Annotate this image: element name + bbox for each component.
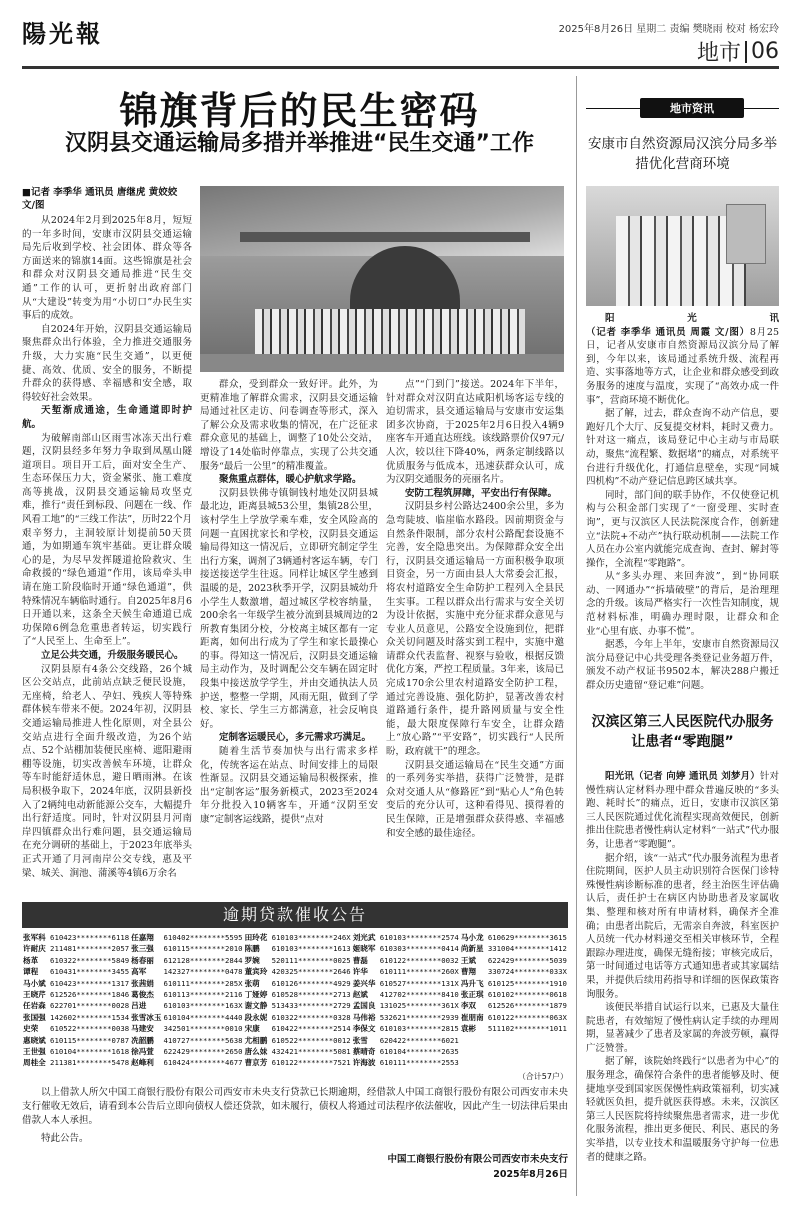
page-label — [697, 36, 779, 67]
borrower-name: 马伟裕 — [352, 1012, 376, 1022]
paragraph-text: 群众，受到群众一致好评。此外，为更精准地了解群众需求，汉阴县交通运输局通过社区走访、问卷调查等形式，深入了解公众及需求收集的情况，在广泛征求群众意见的基础上，调整了10处公交站，增设了14处临时停靠点，实现了公共交通服务“最后一公里”的精准覆盖。 — [200, 379, 378, 472]
borrower-name: 尚新星 — [460, 944, 484, 954]
paragraph — [586, 770, 779, 852]
section-subhead — [200, 473, 378, 487]
borrower-id: 610522********0038 — [50, 1024, 130, 1034]
borrower-id: 342501********0010 — [163, 1024, 243, 1034]
divider — [745, 41, 747, 63]
sidebar-photo — [586, 186, 779, 306]
paragraph-text: 定制客运暖民心，多元需求巧满足。 — [219, 732, 372, 744]
article-byline: ■记者 李季华 通讯员 唐继虎 黄姣姣 文/图 — [22, 187, 178, 211]
story-lead: 阳光讯 — [605, 313, 779, 324]
paragraph-text: 汉阴县交通运输局在“民生交通”方面的一系列务实举措，获得广泛赞誉，是群众对交通人从“修路匠”到“贴心人”角色转变后的充分认可，这种看得见、摸得着的民生保障，正是增强群众获得感、幸福感和安全感的最佳途径。 — [386, 759, 564, 839]
paragraph — [586, 638, 779, 692]
paragraph-text: 据了解，过去，群众查询不动产信息，要跑好几个大厅、反复提交材料，耗时又费力。针对这一痛点，该局登记中心主动与市局联动，聚焦“流程繁、数据堵”的痛点，对系统平台进行升级优化，打通信息壁垒，实现“同城四机构”不动产登记信息跨区域共享。 — [586, 408, 779, 488]
borrower-name: 张正琪 — [460, 990, 484, 1000]
paragraph — [22, 214, 192, 323]
section-subhead — [22, 649, 192, 663]
borrower-name — [460, 1046, 487, 1057]
article-subheadline: 汉阴县交通运输局多措并举推进“民生交通”工作 — [65, 131, 534, 156]
borrower-name: 蔡晴奇 — [352, 1047, 376, 1057]
borrower-name: 姜兴华 — [352, 978, 376, 988]
borrower-id: 432421********5081 — [271, 1047, 351, 1057]
borrower-id: 610423********6118 — [50, 933, 130, 942]
table-row — [22, 1023, 568, 1034]
paragraph — [586, 407, 779, 489]
borrower-id: 610122********0032 — [379, 955, 459, 965]
paragraph-text: 从“多头办理、来回奔波”，到“协同联动、一网通办”“拆墙破壁”的背后，是治理理念的升级。该局严格实行一次性告知制度，规范材料标准，明确办理时限，让群众和企业“心里有底、办事不慌”。 — [586, 571, 779, 637]
borrower-id: 610103********163X — [163, 1001, 243, 1011]
paragraph — [22, 323, 192, 405]
borrower-id: 410727********5638 — [163, 1035, 243, 1045]
borrower-name: 段永妮 — [244, 1012, 268, 1022]
borrower-name: 曹翔 — [460, 967, 477, 977]
paragraph — [22, 663, 192, 881]
borrower-name: 葛俊杰 — [131, 990, 154, 1000]
borrower-id: 622429********2650 — [163, 1047, 243, 1057]
borrower-name: 唐么妹 — [244, 1047, 268, 1057]
section-subhead — [22, 404, 192, 431]
notice-signature — [22, 1152, 568, 1182]
table-row — [22, 1000, 568, 1011]
borrower-name: 宋康 — [244, 1024, 260, 1034]
sidebar-story-1 — [586, 312, 779, 694]
borrower-id — [487, 1057, 568, 1068]
borrower-name: 张国强 — [23, 1012, 46, 1022]
borrower-name: 许华 — [352, 967, 368, 977]
photo-banner — [240, 232, 530, 242]
paragraph-text: 立足公共交通，升级服务暖民心。 — [41, 650, 184, 661]
borrower-id: 612128********2844 — [163, 955, 243, 965]
table-row — [22, 1012, 568, 1023]
borrower-id: 610122********7521 — [271, 1058, 351, 1068]
paragraph-text: 天堑渐成通途，生命通道即时护航。 — [22, 405, 192, 430]
borrower-name: 张军科 — [23, 933, 46, 942]
story-credit: （记者 向婷 通讯员 刘梦月） — [633, 771, 760, 782]
borrower-id: 331004********1412 — [487, 944, 567, 954]
paragraph-text: 汉阴县乡村公路达2400余公里，多为急弯陡坡、临崖临水路段。因前期资金与自然条件限制，部分农村公路配套设施不完善，安全隐患突出。为保障群众安全出行，汉阴县交通运输局一方面积极争取项目资金，另一方面由县人大常委会汇报，将农村道路安全生命防护工程列入全县民生实事。工程以群众出行需求与安全关切为设计依据，实施中充分征求群众意见与专业人员意见，公路安全设施到位，把群众关切问题及时落实到工程中，实施中邀请群众代表监督、视察与验收，根据反馈优化方案，严控工程质量。3年来，该局已完成170余公里农村道路安全防护工程，通过完善设施、强化防护，显著改善农村道路通行条件，提升路网质量与安全性能，最大限度保障行车安全，让群众踏上“放心路”“平安路”，切实践行“人民所盼，政府就干”的理念。 — [386, 501, 564, 758]
borrower-name: 谢文静 — [244, 1001, 268, 1011]
borrower-name: 赵斌 — [352, 990, 368, 1000]
sidebar-tag: 地市资讯 — [640, 98, 744, 118]
borrower-name: 王世强 — [23, 1047, 46, 1057]
borrower-id — [487, 1046, 568, 1057]
paragraph — [22, 432, 192, 650]
borrower-name: 赵峰利 — [131, 1058, 154, 1068]
paragraph — [200, 745, 378, 827]
borrower-name: 姬晓军 — [352, 944, 376, 954]
borrower-id: 610103********1613 — [271, 944, 351, 954]
paragraph-text: 汉阴县铁佛寺镇铜钱村地处汉阴县城最北边，距离县城53公里，集镇28公里，该村学生上学放学乘车难，安全风险高的问题一直困扰家长和学校，汉阴县交通运输局得知这一情况后，立即研究制定学生出行方案，调剂了3辆通村客运车辆，专门接送接送学生往返。同样让城区学生感到温暖的是，2023秋季开学，汉阴县城幼升小学生人数激增，超过城区学校容纳量，200余名一年级学生被分流到县城周边的2所教育集团分校，分校离主城区都有一定距离，如何出行成为了学生和家长最操心的事。得知这一情况后，汉阴县交通运输局主动作为，及时调配公交车辆在固定时段集中接送放学学生，并由交通执法人员护送，整整一学期，风雨无阻，做到了学校、家长、学生三方都满意，社会反响良好。 — [200, 487, 378, 730]
sidebar-headline-2: 汉滨区第三人民医院代办服务让患者“零跑腿” — [591, 714, 774, 750]
borrower-name: 董宾玲 — [244, 967, 268, 977]
paragraph-text: 从2024年2月到2025年8月，短短的一年多时间，安康市汉阴县交通运输局先后收到学校、社会团体、群众等各方面送来的锦旗14面。这些锦旗是社会和群众对汉阴县交通局推进“民生交通”工作的认可，更折射出政府部门从“大建设”转变为用“小切口”办民生实事后的成效。 — [22, 215, 192, 322]
table-row — [22, 943, 568, 954]
borrower-name: 罗婉 — [244, 955, 260, 965]
paragraph-text: 汉阴县原有4条公交线路，26个城区公交站点，此前站点缺乏便民设施，无座椅，给老人、孕妇、残疾人等特殊群体候车带来不便。2024年初，汉阴县交通运输局推进人性化原则，对全县公交站点进行全面升级改造，为26个站点、52个站棚加装便民座椅、遮阳避雨棚等设施，切实改善候车环境，让群众等车时能舒适休息，避日晒雨淋。在该局积极争取下，2024年底，汉阴县新投入了2辆纯电动新能源公交车，大幅提升出行舒适度。同时，针对汉阴县月河南岸四镇群众出行难问题，县交通运输局在充分调研的基础上，于2023年底举头正式开通了月河南岸公交专线，惠及平梁、城关、涧池、蒲溪等4镇6万余名 — [22, 663, 192, 879]
borrower-id: 211481********2057 — [50, 944, 130, 954]
paragraph — [586, 312, 779, 407]
borrower-id: 610111********260X — [379, 967, 459, 977]
borrower-name: 徐冯萱 — [131, 1047, 154, 1057]
paragraph-text: 同时，部门间的联手协作，不仅使登记机构与公积金部门实现了“一窗受理、实时查询”，更与汉滨区人民法院深度合作，创新建立“法院+不动产”执行联动机制——法院工作人员在办公室内就能完成查询、查封、解封等操作，全流程“零跑路”。 — [586, 489, 779, 569]
borrower-name: 任嘉翔 — [131, 933, 154, 942]
borrower-id: 610527********131X — [379, 978, 459, 988]
borrower-name: 曹磊 — [352, 955, 368, 965]
borrower-id: 610115********2010 — [163, 944, 243, 954]
borrower-id: 610115********0787 — [50, 1035, 130, 1045]
borrower-id: 610402********5595 — [163, 933, 243, 942]
borrower-id: 513433********2729 — [271, 1001, 351, 1011]
table-row — [22, 955, 568, 966]
borrower-name: 谭程 — [23, 967, 39, 977]
table-row — [22, 966, 568, 977]
section-subhead — [200, 731, 378, 745]
borrower-name: 李保文 — [352, 1024, 376, 1034]
paragraph — [586, 570, 779, 638]
borrower-name: 许海波 — [352, 1058, 376, 1068]
paragraph — [586, 489, 779, 571]
paragraph — [586, 1001, 779, 1055]
notice-table — [22, 932, 568, 1069]
sidebar-story-2 — [586, 770, 779, 1200]
borrower-name: 张雪冰玉 — [131, 1012, 162, 1022]
paragraph-text: 该便民举措自试运行以来，已惠及大量住院患者，有效缩短了慢性病认定手续的办理周期，显著减少了患者及家属的奔波劳顿，赢得广泛赞誉。 — [586, 1002, 779, 1054]
borrower-id: 610103********246X — [271, 933, 351, 942]
borrower-name: 孟国良 — [352, 1001, 376, 1011]
borrower-id: 610113********2116 — [163, 990, 243, 1000]
borrower-name: 杨春丽 — [131, 955, 154, 965]
borrower-id: 610422********2514 — [271, 1024, 351, 1034]
borrower-name — [460, 1057, 487, 1068]
section-name: 地市 — [696, 41, 741, 66]
borrower-id: 610104********2635 — [379, 1047, 459, 1057]
page-number: 06 — [751, 39, 779, 64]
borrower-id: 610111********2553 — [379, 1058, 459, 1068]
borrower-name: 吕进 — [131, 1001, 147, 1011]
borrower-name: 张雪 — [352, 1035, 368, 1045]
paragraph — [386, 759, 564, 841]
borrower-id: 610103********2574 — [379, 933, 459, 942]
borrower-name: 张三强 — [131, 944, 154, 954]
dateline: 2025年8月26日 星期二 责编 樊晓雨 校对 杨宏玲 — [558, 24, 779, 35]
article-photo — [200, 186, 564, 372]
borrower-name: 陈鹏 — [244, 944, 260, 954]
borrower-name: 田玲花 — [244, 933, 268, 942]
borrower-name: 尤相鹏 — [244, 1035, 268, 1045]
borrower-name: 马小斌 — [23, 978, 46, 988]
borrower-id: 131025********361X — [379, 1001, 459, 1011]
top-rule — [22, 66, 779, 69]
notice-title: 逾期贷款催收公告 — [22, 902, 568, 928]
borrower-id: 142602********1534 — [50, 1012, 130, 1022]
borrower-id: 610122********063X — [487, 1012, 567, 1022]
paragraph — [200, 378, 378, 473]
borrower-name: 许耐庆 — [23, 944, 46, 954]
borrower-id: 610102********0618 — [487, 990, 567, 1000]
paragraph — [200, 487, 378, 732]
borrower-id: 142327********0478 — [163, 967, 243, 977]
table-row — [22, 978, 568, 989]
paragraph — [386, 500, 564, 758]
borrower-name: 曹京芳 — [244, 1058, 268, 1068]
borrower-id: 612526********1879 — [487, 1001, 567, 1011]
borrower-id: 610111********285X — [163, 978, 243, 988]
borrower-name: 冼韶鹏 — [131, 1035, 154, 1045]
notice-date: 2025年8月26日 — [493, 1168, 568, 1180]
borrower-id: 610423********1317 — [50, 978, 130, 988]
borrower-id: 520111********0025 — [271, 955, 351, 965]
borrower-id: 610103********2815 — [379, 1024, 459, 1034]
borrower-name — [460, 1035, 487, 1046]
paragraph-text: 针对慢性病认定材料办理中群众普遍反映的“多头跑、耗时长”的痛点，近日，安康市汉滨区第三人民医院通过优化流程实现高效便民，创新推出住院患者慢性病认定材料“一站式”代办服务，让患者“零跑腿”。 — [586, 771, 779, 850]
article-headline: 锦旗背后的民生密码 — [119, 89, 480, 133]
borrower-name: 马小龙 — [460, 933, 484, 942]
borrower-id: 610528********2713 — [271, 990, 351, 1000]
borrower-id: 610629********3615 — [487, 933, 567, 942]
loan-notice — [22, 902, 568, 1197]
borrower-id: 610322********0328 — [271, 1012, 351, 1022]
paragraph-text: 安防工程筑屏障，平安出行有保障。 — [405, 487, 558, 499]
newspaper-logo: 陽光報 — [22, 19, 103, 48]
paragraph-text: 为破解南部山区雨雪冰冻天出行难题，汉阴县经多年努力争取到凤凰山隧道项目。项目开工后，面对安全生产、生态环保压力大，资金紧张、施工难度高等挑战，汉阴县交通运输局攻坚克难，推行“责任到标段、问题在一线、作风看工地”的“三线工作法”，历时22个月艰辛努力，主洞较原计划提前50天贯通，为如期通车筑牢基础。更让群众暖心的是，为尽早发挥隧道抢险救灾、生命救援的“绿色通道”作用，该局牵头申请在施工阶段临时开通“绿色通道”，供特殊情况车辆临时通行。自2025年8月6日开通以来，这条全天候生命通道已成功保障6例急危重患者转运，切实践行了“人民至上、生命至上”。 — [22, 432, 192, 648]
borrower-name: 任岩森 — [23, 1001, 46, 1011]
paragraph-text: 据悉，今年上半年，安康市自然资源局汉滨分局登记中心共受理各类登记业务超万件，颁发不动产权证书9502本，解决288户搬迁群众历史遗留“登记难”问题。 — [586, 639, 779, 692]
paragraph — [386, 378, 564, 487]
borrower-id: 610522********0012 — [271, 1035, 351, 1045]
borrower-id: 610126********4929 — [271, 978, 351, 988]
notice-total: （合计57户） — [517, 1071, 568, 1081]
table-row — [22, 1046, 568, 1057]
borrower-id: 412702********8410 — [379, 990, 459, 1000]
borrower-id — [487, 1035, 568, 1046]
notice-body: 以上借款人所欠中国工商银行股份有限公司西安市未央支行贷款已长期逾期，经借款人中国工商银行股份有限公司西安市未央支行催收无效后，请看到本公告后立即向债权人偿还贷款，如未履行，债权人将通过司法程序依法催收，因此产生一切法律后果由借款人本人承担。 — [22, 1086, 568, 1126]
borrower-id: 610104********4440 — [163, 1012, 243, 1022]
article-column-3 — [386, 378, 564, 896]
borrower-id: 610431********3455 — [50, 967, 130, 977]
paragraph-text: 据了解，该院始终践行“以患者为中心”的服务理念，确保符合条件的患者能够及时、便捷地享受到国家医保慢性病政策福利，切实减轻就医负担，提升就医获得感。未来，汉滨区第三人民医院将持续聚焦患者需求，进一步优化服务流程，推出更多便民、利民、惠民的务实举措，以专业技术和温暖服务守护每一位患者的健康之路。 — [586, 1056, 779, 1163]
article-column-1 — [22, 214, 192, 896]
table-row — [22, 1057, 568, 1068]
masthead — [0, 0, 799, 68]
borrower-name: 惠晓斌 — [23, 1035, 46, 1045]
borrower-name: 张茜娟 — [131, 978, 154, 988]
paragraph-text: 8月25日，记者从安康市自然资源局汉滨分局了解到，今年以来，该局通过系统升级、流程再造、实事落地等方式，让企业和群众感受到政务服务的速度与温度，实现了“高效办成一件事”，营商环境不断优化。 — [586, 326, 779, 406]
borrower-id: 622429********5039 — [487, 955, 567, 965]
borrower-id: 610125********1910 — [487, 978, 567, 988]
borrower-name: 丁娅婷 — [244, 990, 268, 1000]
borrower-name: 杨革 — [23, 955, 39, 965]
paragraph-text: 自2024年开始，汉阴县交通运输局聚焦群众出行体验，全力推进交通服务升级，大力实施“民生交通”，以更便捷、高效、优质、安全的服务，不断提升群众的获得感、幸福感和安全感，取得较好社会效果。 — [22, 323, 192, 403]
sidebar-headline-1: 安康市自然资源局汉滨分局多举措优化营商环境 — [588, 136, 777, 172]
paragraph-text: 聚焦重点群体，暖心护航求学路。 — [219, 474, 362, 486]
borrower-name: 王斌 — [460, 955, 477, 965]
table-row — [22, 1035, 568, 1046]
borrower-name: 王晓芹 — [23, 990, 46, 1000]
borrower-name: 李双 — [460, 1001, 477, 1011]
table-row — [22, 932, 568, 943]
borrower-id: 612526********1846 — [50, 990, 130, 1000]
borrower-name: 袁彬 — [460, 1024, 477, 1034]
borrower-name: 张萌 — [244, 978, 260, 988]
notice-signer: 中国工商银行股份有限公司西安市未央支行 — [387, 1153, 568, 1165]
table-row — [22, 989, 568, 1000]
paragraph-text: 据介绍，该“一站式”代办服务流程为患者住院期间，医护人员主动识别符合医保门诊特殊慢性病诊断标准的患者，经主治医生评估确认后，责任护士在病区内协助患者及家属收集、整理和核对所有申请材料，确保齐全准确；由患者出院后，无需亲自奔波，科室医护人员统一代办材料递交至相关审核环节，全程跟踪办理进度，确保无缝衔接；审核完成后，第一时间通过电话等方式通知患者或其家属结果，并提供后续用药指导和详细的医保政策咨询服务。 — [586, 852, 779, 1000]
photo-board — [726, 204, 766, 264]
paragraph — [586, 852, 779, 1002]
photo-ground — [200, 354, 564, 372]
borrower-id: 420325********2646 — [271, 967, 351, 977]
paragraph — [586, 1055, 779, 1164]
paragraph-text: 随着生活节奏加快与出行需求多样化，传统客运在站点、时间安排上的局限性渐显。汉阴县交通运输局积极探索，推出“定制客运”服务新模式，2023至2024年分批投入10辆客车，开通“汉阴至安康”定制客运线路，提供“点对 — [200, 746, 378, 825]
borrower-id: 511102********1011 — [487, 1024, 567, 1034]
photo-hillside — [200, 186, 564, 256]
borrower-name: 周桂全 — [23, 1058, 46, 1068]
story-lead: 阳光讯 — [605, 771, 634, 782]
section-subhead — [386, 487, 564, 501]
borrower-id: 610104********1618 — [50, 1047, 130, 1057]
borrower-id: 610303********0414 — [379, 944, 459, 954]
story-credit: （记者 李季华 通讯员 周霞 文/图） — [586, 326, 750, 338]
borrower-id: 610424********4677 — [163, 1058, 243, 1068]
borrower-id: 620422********6021 — [379, 1035, 459, 1045]
article-column-2 — [200, 378, 378, 896]
borrower-name: 史荣 — [23, 1024, 39, 1034]
borrower-name: 高军 — [131, 967, 147, 977]
borrower-id: 211381********5478 — [50, 1058, 130, 1068]
notice-closing: 特此公告。 — [41, 1132, 89, 1144]
borrower-id: 610322********5849 — [50, 955, 130, 965]
borrower-name: 崔朋南 — [460, 1012, 484, 1022]
borrower-id: 622701********0028 — [50, 1001, 130, 1011]
borrower-id: 330724********033X — [487, 967, 567, 977]
column-divider — [576, 76, 577, 1196]
borrower-name: 冯升飞 — [460, 978, 484, 988]
borrower-name: 马建安 — [131, 1024, 154, 1034]
borrower-name: 刘光武 — [352, 933, 376, 942]
paragraph-text: 点”“门到门”接送。2024年下半年，针对群众对汉阴直达咸阳机场客运专线的迫切需求，县交通运输局与安康市安运集团多次协商，于2025年2月6日投入4辆9座客车开通直达班线。该线路票价仅97元/人次，较以往下降40%，两条定制线路以优质服务与低成本，迅速获群众认可，成为汉阴交通服务的亮丽名片。 — [386, 379, 564, 486]
borrower-id: 532621********2939 — [379, 1012, 459, 1022]
photo-group — [255, 309, 525, 354]
